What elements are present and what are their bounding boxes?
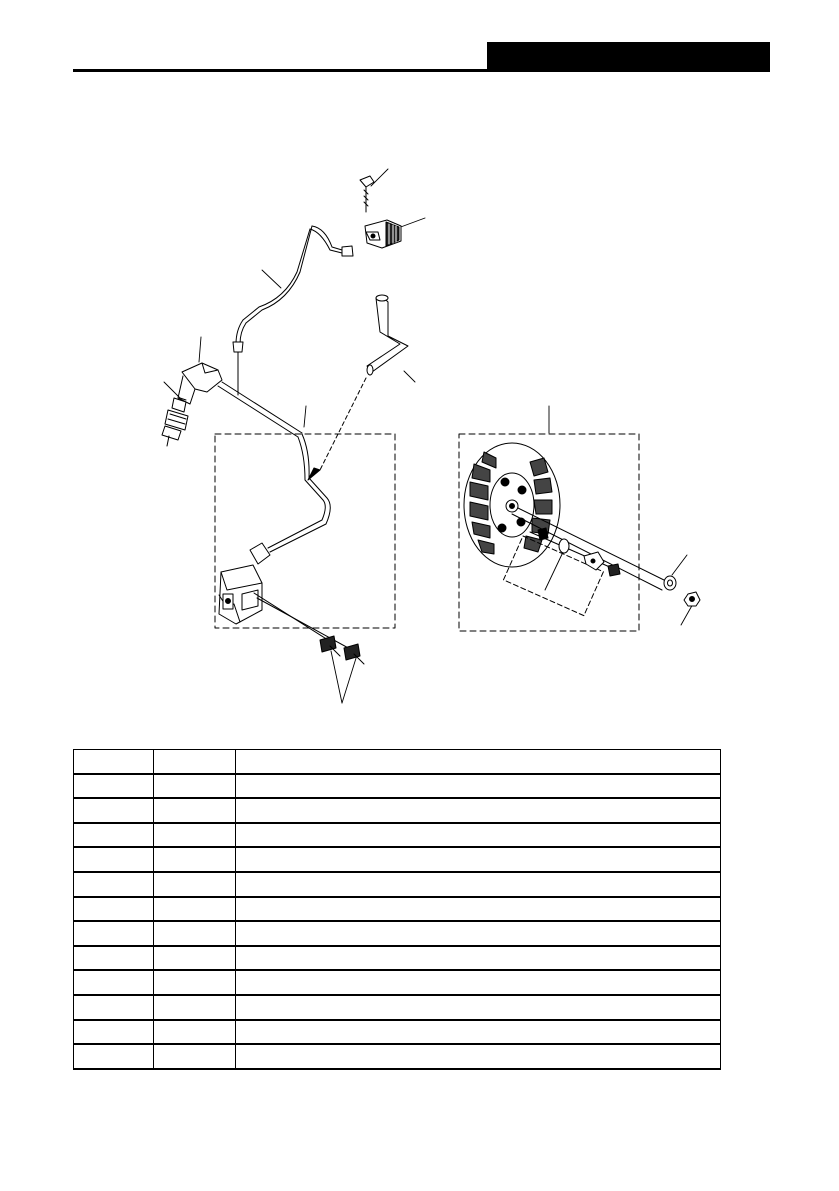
spark-plug bbox=[162, 398, 188, 446]
table-cell bbox=[74, 897, 154, 922]
table-cell bbox=[74, 847, 154, 872]
table-row bbox=[74, 823, 721, 848]
table-row bbox=[74, 1020, 721, 1045]
header-cell bbox=[236, 750, 721, 774]
table-cell bbox=[236, 897, 721, 922]
table-row bbox=[74, 946, 721, 971]
table-cell bbox=[154, 872, 236, 897]
parts-table bbox=[73, 749, 721, 1070]
table-cell bbox=[154, 774, 236, 799]
table-cell bbox=[154, 897, 236, 922]
table-cell bbox=[154, 798, 236, 823]
table-cell bbox=[74, 823, 154, 848]
coil-bolts bbox=[320, 636, 364, 664]
table-cell bbox=[154, 921, 236, 946]
ignition-coil bbox=[219, 543, 352, 650]
table-row bbox=[74, 872, 721, 897]
table-cell bbox=[236, 995, 721, 1020]
table-row bbox=[74, 995, 721, 1020]
table-cell bbox=[74, 921, 154, 946]
flywheel bbox=[464, 443, 668, 590]
table-cell bbox=[74, 872, 154, 897]
leader-lines bbox=[164, 169, 694, 703]
flywheel-small-parts bbox=[503, 528, 620, 616]
table-cell bbox=[236, 1044, 721, 1069]
screw-small bbox=[360, 176, 374, 212]
table-cell bbox=[154, 946, 236, 971]
table-cell bbox=[74, 1044, 154, 1069]
table-header-row bbox=[74, 750, 721, 774]
table-cell bbox=[236, 970, 721, 995]
table-row bbox=[74, 897, 721, 922]
ignition-lead bbox=[268, 434, 330, 552]
flywheel-washer bbox=[664, 576, 676, 590]
table-cell bbox=[74, 946, 154, 971]
stop-switch bbox=[365, 220, 401, 248]
table-cell bbox=[236, 1020, 721, 1045]
table-cell bbox=[236, 774, 721, 799]
table-cell bbox=[236, 823, 721, 848]
table-row bbox=[74, 921, 721, 946]
header-cell bbox=[154, 750, 236, 774]
table-cell bbox=[74, 798, 154, 823]
table-cell bbox=[154, 1020, 236, 1045]
table-cell bbox=[74, 995, 154, 1020]
impulse-hose bbox=[308, 295, 408, 480]
switch-wire bbox=[233, 226, 353, 395]
table-cell bbox=[154, 823, 236, 848]
flywheel-nut bbox=[684, 592, 700, 606]
table-cell bbox=[74, 774, 154, 799]
table-cell bbox=[236, 921, 721, 946]
table-row bbox=[74, 798, 721, 823]
table-row bbox=[74, 847, 721, 872]
table-row bbox=[74, 1044, 721, 1069]
header-cell bbox=[74, 750, 154, 774]
table-cell bbox=[74, 970, 154, 995]
table-row bbox=[74, 774, 721, 799]
table-cell bbox=[236, 946, 721, 971]
table-cell bbox=[154, 1044, 236, 1069]
table-cell bbox=[236, 847, 721, 872]
table-cell bbox=[154, 995, 236, 1020]
table-cell bbox=[236, 798, 721, 823]
spark-plug-cap bbox=[178, 363, 302, 437]
table-cell bbox=[236, 872, 721, 897]
table-row bbox=[74, 970, 721, 995]
table-cell bbox=[154, 970, 236, 995]
table-cell bbox=[74, 1020, 154, 1045]
table-cell bbox=[154, 847, 236, 872]
